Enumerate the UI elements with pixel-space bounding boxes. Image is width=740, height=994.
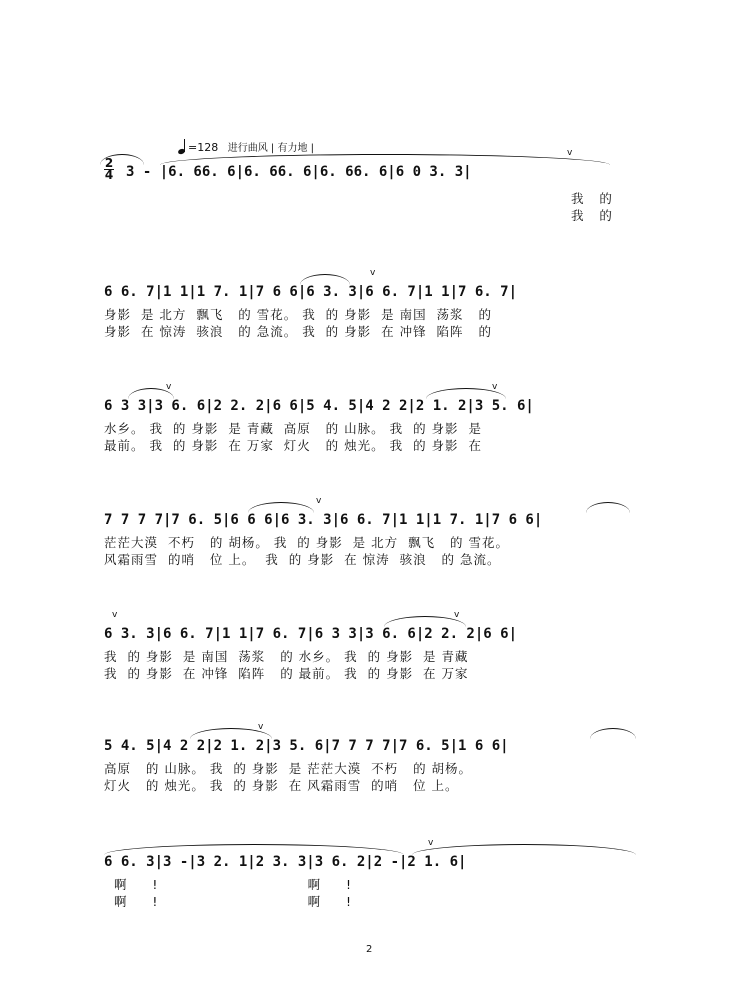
lyric-verse-1: 我 的 身影 是 南国 荡浆 的 水乡。 我 的 身影 是 青藏	[104, 649, 469, 664]
lyric-verse-1: 身影 是 北方 飘飞 的 雪花。 我 的 身影 是 南国 荡浆 的	[104, 307, 492, 322]
lyric-verse-2: 最前。 我 的 身影 在 万家 灯火 的 烛光。 我 的 身影 在	[104, 438, 482, 453]
notation-text: 3 - |6. 66. 6|6. 66. 6|6. 66. 6|6 0 3. 3|	[126, 164, 472, 180]
lyric-verse-1: 茫茫大漠 不朽 的 胡杨。 我 的 身影 是 北方 飘飞 的 雪花。	[104, 535, 509, 550]
time-signature-bottom: 4	[104, 168, 114, 182]
time-signature-top: 2	[104, 156, 114, 170]
lyric-verse-1: 啊 ! 啊 !	[114, 877, 352, 892]
quarter-note-icon	[178, 140, 188, 154]
notation-row: 3 - |6. 66. 6|6. 66. 6|6. 66. 6|6 0 3. 3| v	[0, 158, 740, 188]
tempo-text: 进行曲风 | 有力地 |	[227, 143, 314, 154]
lyric-verse-2: 我 的 身影 在 冲锋 陷阵 的 最前。 我 的 身影 在 万家	[104, 666, 469, 681]
notation-row: 6 3 3|3 6. 6|2 2. 2|6 6|5 4. 5|4 2 2|2 1. 2|3 5. 6| v v	[104, 382, 534, 414]
notation-text: 5 4. 5|4 2 2|2 1. 2|3 5. 6|7 7 7 7|7 6. 5|1 6 6|	[104, 738, 509, 754]
lyric-verse-1: 水乡。 我 的 身影 是 青藏 高原 的 山脉。 我 的 身影 是	[104, 421, 482, 436]
notation-text: 6 3 3|3 6. 6|2 2. 2|6 6|5 4. 5|4 2 2|2 1. 2|3 5. 6|	[104, 398, 534, 414]
notation-row: 6 3. 3|6 6. 7|1 1|7 6. 7|6 3 3|3 6. 6|2 2. 2|6 6| v v	[104, 610, 518, 642]
notation-row: 6 6. 7|1 1|1 7. 1|7 6 6|6 3. 3|6 6. 7|1 1|7 6. 7| v	[104, 268, 518, 300]
notation-row: 5 4. 5|4 2 2|2 1. 2|3 5. 6|7 7 7 7|7 6. 5|1 6 6| v	[0, 732, 740, 762]
page-number: 2	[366, 944, 373, 955]
lyric-verse-2: 我 的	[571, 208, 613, 223]
notation-text: 7 7 7 7|7 6. 5|6 6 6|6 3. 3|6 6. 7|1 1|1 7. 1|7 6 6|	[104, 512, 543, 528]
notation-text: 6 6. 3|3 -|3 2. 1|2 3. 3|3 6. 2|2 -|2 1. 6|	[104, 854, 467, 870]
tempo-marking	[178, 139, 314, 154]
lyric-verse-2: 啊 ! 啊 !	[114, 894, 352, 909]
tempo-value: =128	[188, 141, 219, 154]
notation-text: 6 6. 7|1 1|1 7. 1|7 6 6|6 3. 3|6 6. 7|1 1|7 6. 7|	[104, 284, 518, 300]
lyric-verse-2: 风霜雨雪 的哨 位 上。 我 的 身影 在 惊涛 骇浪 的 急流。	[104, 552, 501, 567]
lyric-verse-1: 高原 的 山脉。 我 的 身影 是 茫茫大漠 不朽 的 胡杨。	[104, 761, 473, 776]
lyric-verse-1: 我 的	[571, 191, 613, 206]
notation-row: 6 6. 3|3 -|3 2. 1|2 3. 3|3 6. 2|2 -|2 1. 6| v	[0, 848, 740, 878]
lyric-verse-2: 灯火 的 烛光。 我 的 身影 在 风霜雨雪 的哨 位 上。	[104, 778, 459, 793]
lyric-verse-2: 身影 在 惊涛 骇浪 的 急流。 我 的 身影 在 冲锋 陷阵 的	[104, 324, 492, 339]
notation-text: 6 3. 3|6 6. 7|1 1|7 6. 7|6 3 3|3 6. 6|2 2. 2|6 6|	[104, 626, 518, 642]
notation-row: 7 7 7 7|7 6. 5|6 6 6|6 3. 3|6 6. 7|1 1|1 7. 1|7 6 6| v	[0, 506, 740, 536]
